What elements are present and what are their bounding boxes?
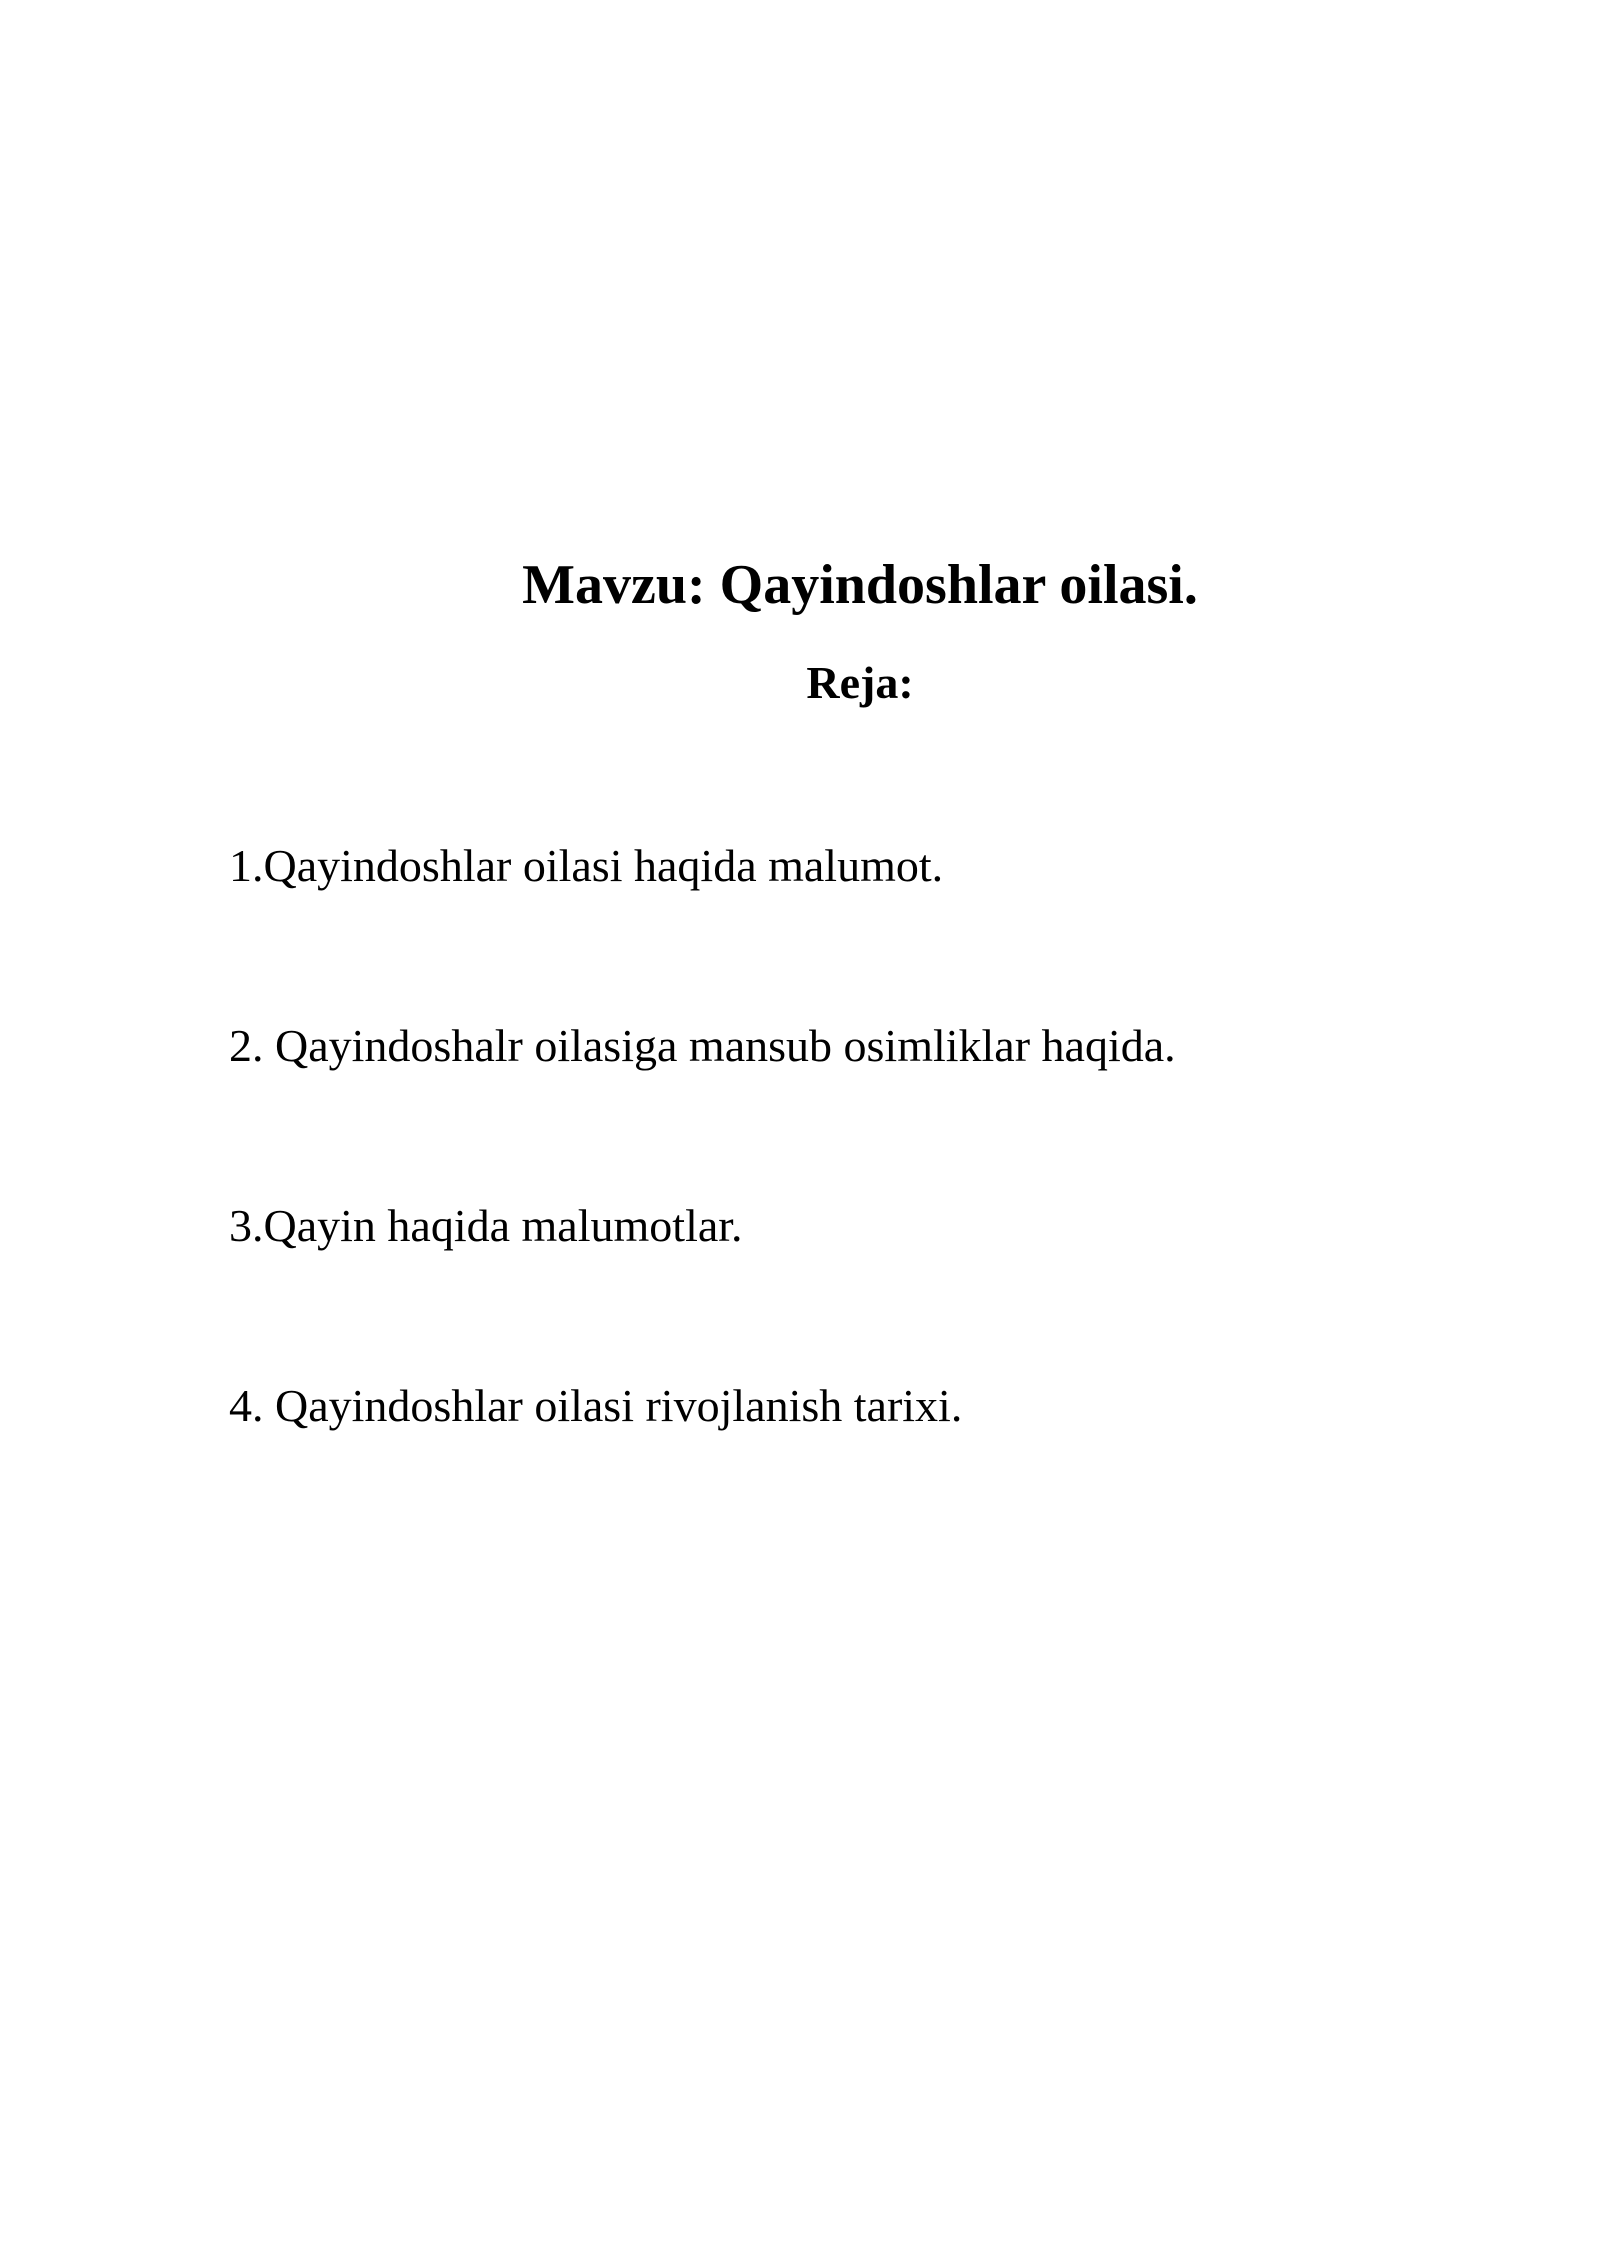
plan-list (229, 836, 1176, 1556)
plan-heading: Reja: (806, 657, 914, 708)
plan-item: 1.Qayindoshlar oilasi haqida malumot. (229, 840, 944, 891)
plan-item: 2. Qayindoshalr oilasiga mansub osimliklar haqida. (229, 1020, 1176, 1071)
document-title: Mavzu: Qayindoshlar oilasi. (522, 554, 1198, 616)
plan-item: 4. Qayindoshlar oilasi rivojlanish tarixi. (229, 1380, 963, 1431)
plan-item: 3.Qayin haqida malumotlar. (229, 1200, 743, 1251)
